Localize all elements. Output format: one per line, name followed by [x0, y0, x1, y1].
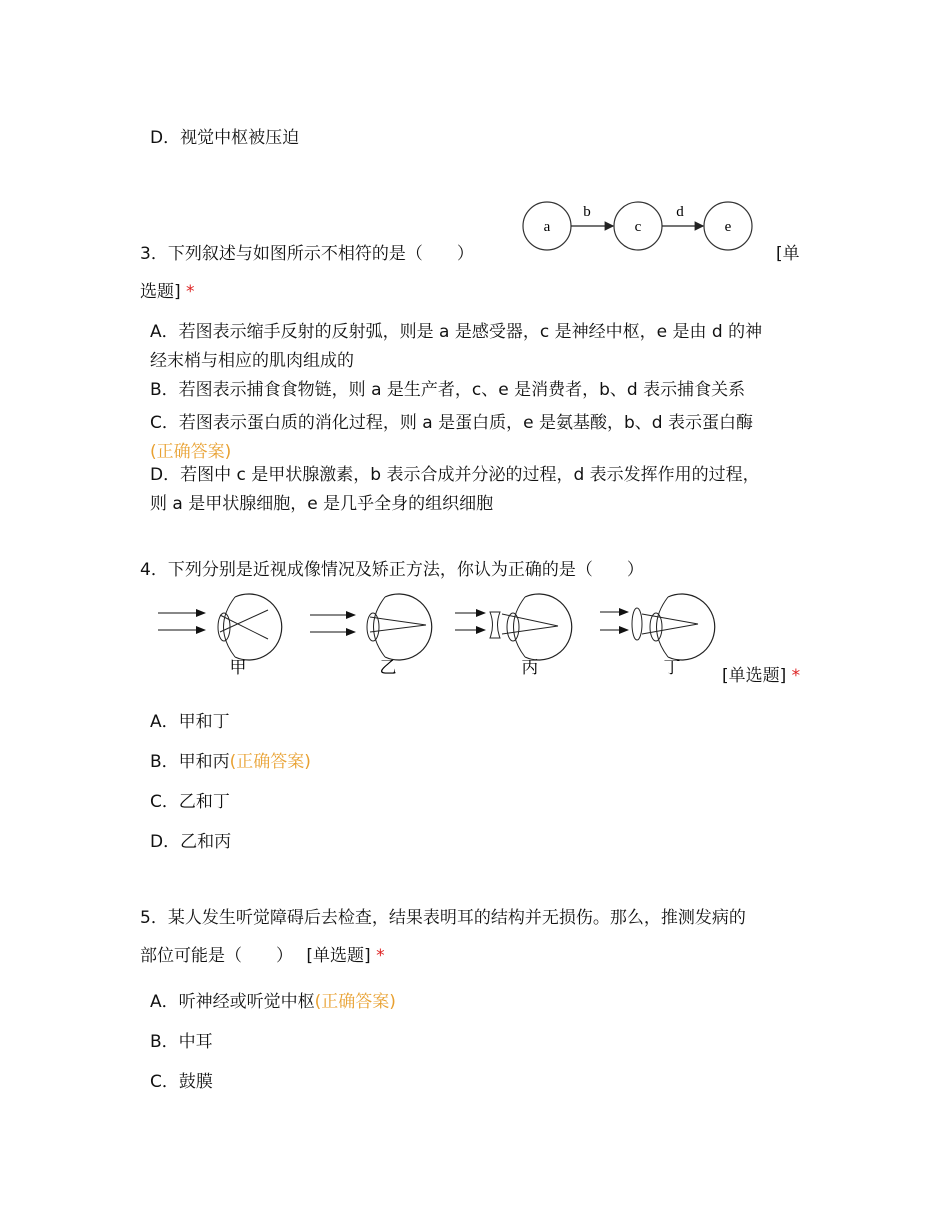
- correct-answer-mark: (正确答案): [229, 752, 311, 772]
- label-yi: 乙: [379, 658, 397, 678]
- q5-stem-line2: 部位可能是（ ） [单选题] *: [140, 946, 385, 966]
- required-star: *: [376, 946, 385, 966]
- required-star: *: [791, 666, 801, 686]
- q5-type-tag: [单选题]: [306, 946, 371, 966]
- q4-option-d[interactable]: D．乙和丙: [150, 832, 232, 852]
- node-c-label: c: [634, 219, 642, 235]
- q2-option-d[interactable]: D．视觉中枢被压迫: [150, 128, 300, 148]
- q5-option-b[interactable]: B．中耳: [150, 1032, 213, 1052]
- q5-option-c[interactable]: C．鼓膜: [150, 1072, 213, 1092]
- label-jia: 甲: [229, 658, 247, 678]
- q4-option-c[interactable]: C．乙和丁: [150, 792, 230, 812]
- q5-stem-line1: 5．某人发生听觉障碍后去检查，结果表明耳的结构并无损伤。那么，推测发病的: [140, 908, 746, 928]
- q3-option-a[interactable]: A．若图表示缩手反射的反射弧，则是 a 是感受器，c 是神经中枢，e 是由 d 的神 经末梢与相应的肌肉组成的: [150, 322, 763, 371]
- eye-yi: [310, 594, 432, 660]
- label-ding: 丁: [663, 658, 681, 678]
- q5-option-a[interactable]: A．听神经或听觉中枢(正确答案): [150, 992, 396, 1012]
- q3-flow-diagram: [516, 196, 761, 256]
- q3-type-tag: [单: [776, 244, 800, 264]
- edge-b-label: b: [583, 204, 591, 220]
- required-star: *: [186, 282, 195, 302]
- node-a-label: a: [543, 219, 551, 235]
- q3-option-c[interactable]: C．若图表示蛋白质的消化过程，则 a 是蛋白质，e 是氨基酸，b、d 表示蛋白酶 (正确答案): [150, 413, 753, 462]
- eye-bing: [455, 594, 572, 660]
- q3-stem: 3．下列叙述与如图所示不相符的是（ ）: [140, 244, 474, 264]
- q4-stem: 4．下列分别是近视成像情况及矫正方法，你认为正确的是（ ）: [140, 560, 644, 580]
- q3-option-b[interactable]: B．若图表示捕食食物链，则 a 是生产者，c、e 是消费者，b、d 表示捕食关系: [150, 380, 746, 400]
- correct-answer-mark: (正确答案): [150, 442, 232, 462]
- node-e-label: e: [724, 219, 732, 235]
- q4-option-b[interactable]: B．甲和丙(正确答案): [150, 752, 311, 772]
- q4-type-tag: [单选题] *: [722, 666, 801, 686]
- edge-d-label: d: [676, 204, 684, 220]
- eye-jia: [158, 594, 282, 660]
- q4-option-a[interactable]: A．甲和丁: [150, 712, 230, 732]
- q4-eye-figure: [150, 590, 720, 685]
- q3-type-tag-cont: 选题] *: [140, 282, 195, 302]
- q3-option-d[interactable]: D．若图中 c 是甲状腺激素，b 表示合成并分泌的过程，d 表示发挥作用的过程， 则 a 是甲状腺细胞，e 是几乎全身的组织细胞: [150, 465, 760, 514]
- correct-answer-mark: (正确答案): [314, 992, 396, 1012]
- label-bing: 丙: [521, 658, 539, 678]
- eye-ding: [600, 594, 715, 660]
